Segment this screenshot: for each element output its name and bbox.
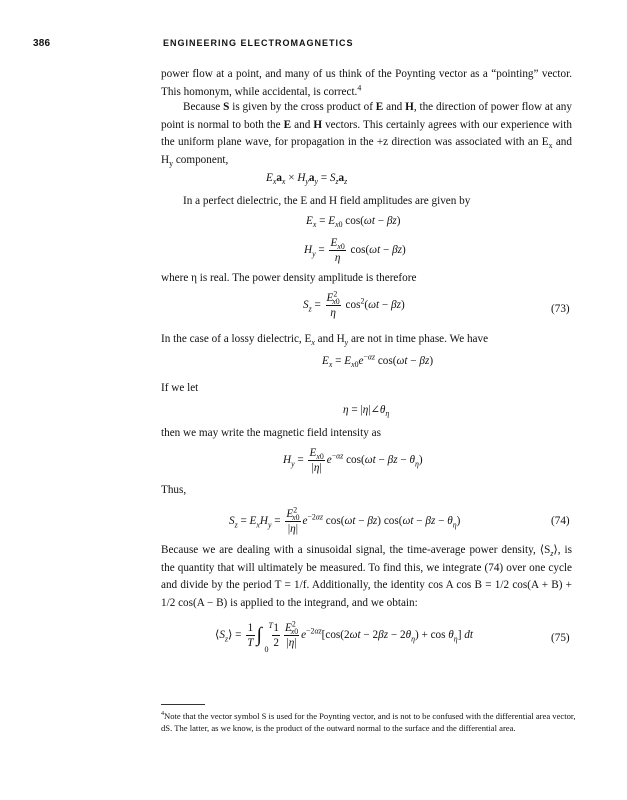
equation-hy-lossy: $H_y$ = $\frac{E_{x0}}{|\eta|}$ $e^{-\alpha z}$ $\cos(\omega t - \beta z - \theta_\eta)$: [283, 447, 423, 474]
footnote-marker: 4: [357, 82, 362, 92]
paragraph-perfect-dielectric: In a perfect dielectric, the E and H field amplitudes are given by: [183, 195, 471, 207]
footnote-divider: [161, 704, 205, 705]
equation-ex-perfect: $E_x = E_{x0}$ cos(ωt − βz): [306, 215, 401, 230]
equation-73: $S_z$ = $\frac{E^2_{x0}}{\eta}$ $\cos^2(\omega t - \beta z)$: [303, 289, 405, 319]
paragraph-if-we-let: If we let: [161, 382, 199, 394]
paragraph-magnetic-field: then we may write the magnetic field intensity as: [161, 427, 381, 439]
equation-number-75: (75): [551, 632, 570, 644]
paragraph-direction-of-power-flow: Because S is given by the cross product of E and H, the direction of power flow at any point is normal to both the E and H vectors. This certainly agrees with our experience with the uniform plane wave, for propagation in the +z direction was associated with an $E_x$ and $H_y$ component,: [161, 101, 572, 169]
equation-number-74: (74): [551, 515, 570, 527]
equation-ex-lossy: $E_x = E_{x0}e^{-\alpha z}$ cos(ωt − βz): [322, 352, 434, 370]
footnote-text: Note that the vector symbol S is used for the Poynting vector, and is not to be confused with the differential area vector, dS. The latter, as we know, is the product of the outward normal to the surface and the differential area.: [161, 711, 576, 734]
running-title: ENGINEERING ELECTROMAGNETICS: [163, 38, 354, 48]
equation-hy-perfect: $H_y$ = $\frac{E_{x0}}{\eta}$ cos(ωt − βz): [304, 237, 406, 264]
paragraph-lossy-dielectric: In the case of a lossy dielectric, $E_x$ and $H_y$ are not in time phase. We have: [161, 333, 489, 348]
paragraph-eta-real: where η is real. The power density amplitude is therefore: [161, 272, 417, 284]
equation-number-73: (73): [551, 303, 570, 315]
footnote: [161, 710, 581, 735]
equation-75: $⟨S_z⟩$ = $\frac{1}{T}$ ∫ T 0 $\frac{1}{2}$ $\frac{E^2_{x0}}{|\eta|}$ $e^{-2\alpha z}[\cos(2\omega t - 2\beta z - 2\theta_\eta) + \cos \theta_\eta]$ dt: [215, 619, 473, 654]
paragraph-thus: Thus,: [161, 484, 187, 496]
paragraph-time-average: Because we are dealing with a sinusoidal signal, the time-average power density, $⟨S_z⟩$, is the quantity that will ultimately be measured. To find this, we integrate (74) over one cycle and divide by the period T = 1/f. Additionally, the identity cos A cos B = 1/2 cos(A + B) + 1/2 cos(A − B) is applied to the integrand, and we obtain:: [161, 544, 573, 609]
paragraph-poynting-homonym: power flow at a point, and many of us think of the Poynting vector as a “pointing” vector. This homonym, while accidental, is correct.$^4$: [161, 68, 572, 98]
equation-eta-polar: $\eta = |\eta|\angle\theta_\eta$: [343, 404, 390, 419]
footnote-number: 4: [161, 711, 165, 718]
page-number: 386: [33, 38, 51, 49]
equation-cross-product: $E_xa_x \times H_ya_y = S_za_z$: [266, 172, 348, 187]
equation-74: $S_z = E_xH_y$ = $\frac{E^2_{x0}}{|\eta|}$ $e^{-2\alpha z}$ cos(ωt − βz) $\cos(\omega t - \beta z - \theta_\eta)$: [229, 505, 461, 535]
